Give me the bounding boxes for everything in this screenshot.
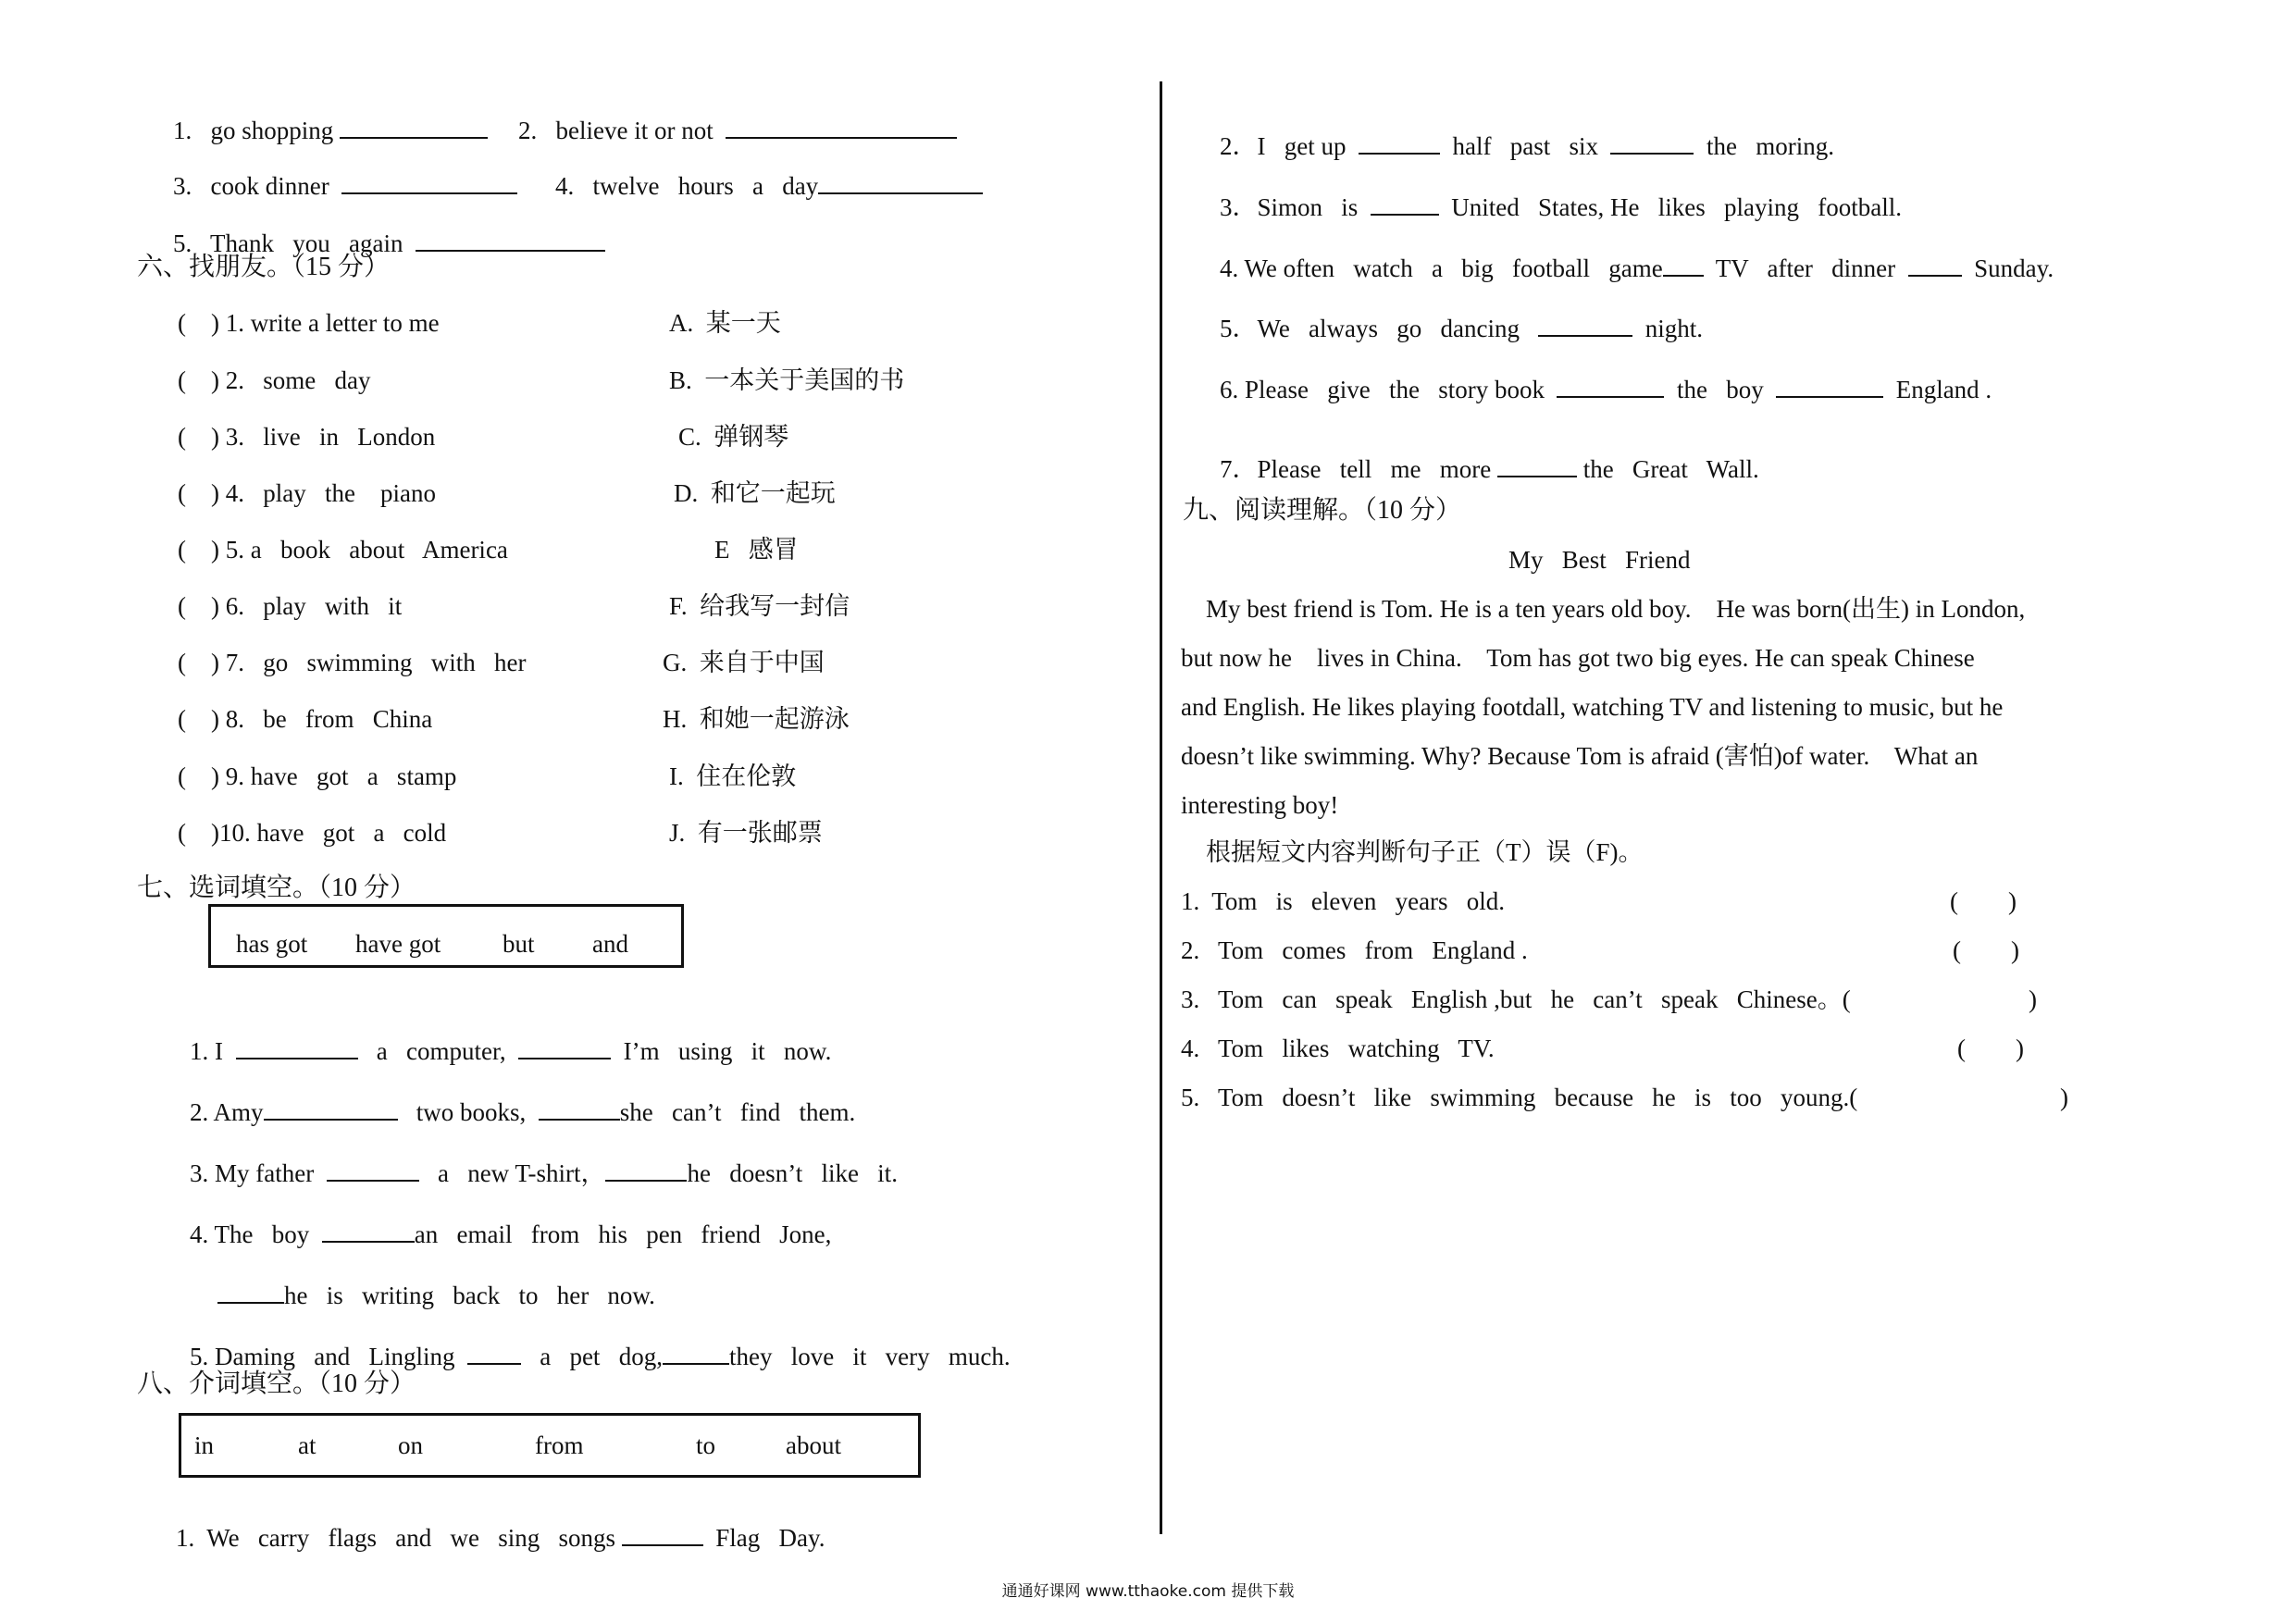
s8-question-6: 6. Please give the story book the boy England . (1220, 376, 1992, 403)
passage-line-3: and English. He likes playing footdall, watching TV and listening to music, but he (1181, 693, 2004, 721)
s7-question-4-cont: he is writing back to her now. (192, 1248, 655, 1343)
match-item-3: ( ) 3. live in London (178, 423, 436, 451)
prep-word-5: to (696, 1431, 716, 1459)
word-bank-2: have got (355, 930, 441, 958)
match-item-8: ( ) 8. be from China (178, 705, 433, 733)
tf-instruction: 根据短文内容判断句子正（T）误（F)。 (1181, 838, 1644, 866)
match-option-g: G. 来自于中国 (663, 649, 825, 676)
phrase-3: 3. cook dinner (148, 139, 517, 233)
s8-question-7: 7．Please tell me more the Great Wall. (1220, 455, 1759, 483)
match-item-4: ( ) 4. play the piano (178, 479, 436, 507)
passage-title: My Best Friend (1508, 546, 1691, 574)
s7-question-2: 2. Amy two books, she can’t find them. (190, 1098, 856, 1126)
tf-statement-5: 5. Tom doesn’t like swimming because he is too young.( (1181, 1084, 1858, 1111)
passage-line-2: but now he lives in China. Tom has got two big eyes. He can speak Chinese (1181, 644, 1975, 672)
s7-question-5: 5. Daming and Lingling a pet dog, they love it very much. (190, 1343, 1011, 1370)
s7-question-1: 1. I a computer, I’m using it now. (190, 1037, 832, 1065)
word-bank-1: has got (236, 930, 308, 958)
match-option-i: I. 住在伦敦 (669, 762, 797, 790)
footer-credit: 通通好课网 www.tthaoke.com 提供下载 (1001, 1582, 1295, 1601)
match-option-b: B. 一本关于美国的书 (669, 366, 905, 394)
match-option-d: D. 和它一起玩 (674, 479, 836, 507)
s8-question-5: 5．We always go dancing night. (1220, 315, 1704, 342)
prep-word-4: from (535, 1431, 584, 1459)
s8-question-4: 4. We often watch a big football game TV after dinner Sunday. (1220, 254, 2054, 282)
match-option-a: A. 某一天 (669, 309, 781, 337)
s8-question-1: 1. We carry flags and we sing songs Flag Day. (176, 1524, 825, 1552)
tf-bracket-4: ( ) (1957, 1035, 2024, 1062)
section9-title: 九、阅读理解。（10 分） (1183, 496, 1462, 525)
tf-bracket-5: ) (2010, 1084, 2068, 1111)
passage-line-1: My best friend is Tom. He is a ten years old boy. He was born(出生) in London, (1181, 595, 2026, 623)
match-option-f: F. 给我写一封信 (669, 592, 850, 620)
match-item-1: ( ) 1. write a letter to me (178, 309, 440, 337)
match-item-10: ( )10. have got a cold (178, 819, 447, 847)
passage-line-5: interesting boy! (1181, 791, 1339, 819)
match-item-5: ( ) 5. a book about America (178, 536, 508, 564)
match-item-7: ( ) 7. go swimming with her (178, 649, 527, 676)
prep-word-1: in (194, 1431, 215, 1459)
column-divider (1160, 81, 1162, 1534)
phrase-1: 1. go shopping (148, 83, 488, 178)
match-item-9: ( ) 9. have got a stamp (178, 762, 457, 790)
tf-bracket-3: ) (1979, 985, 2037, 1013)
match-option-j: J. 有一张邮票 (669, 819, 823, 847)
word-bank-4: and (592, 930, 628, 958)
s8-question-3: 3．Simon is United States, He likes playing football. (1220, 193, 1902, 221)
s7-question-4: 4. The boy an email from his pen friend Jone, (190, 1220, 832, 1248)
prep-word-2: at (298, 1431, 316, 1459)
s7-question-3: 3. My father a new T-shirt， he doesn’t like it. (190, 1159, 898, 1187)
match-option-e: E 感冒 (714, 536, 799, 564)
word-bank-3: but (503, 930, 535, 958)
match-option-h: H. 和她一起游泳 (663, 705, 850, 733)
tf-statement-4: 4. Tom likes watching TV. (1181, 1035, 1495, 1062)
passage-line-4: doesn’t like swimming. Why? Because Tom is afraid (害怕)of water. What an (1181, 742, 1979, 770)
section6-title: 六、找朋友。（15 分） (137, 253, 391, 281)
phrase-5: 5. Thank you again (148, 196, 605, 291)
match-item-2: ( ) 2. some day (178, 366, 371, 394)
tf-bracket-1: ( ) (1950, 887, 2017, 915)
match-item-6: ( ) 6. play with it (178, 592, 403, 620)
s8-question-2: 2．I get up half past six the moring. (1220, 132, 1834, 160)
tf-statement-2: 2. Tom comes from England . (1181, 936, 1528, 964)
phrase-2: 2. believe it or not (493, 83, 957, 178)
tf-bracket-2: ( ) (1953, 936, 2019, 964)
phrase-4: 4. twelve hours a day (530, 139, 983, 233)
match-option-c: C. 弹钢琴 (678, 423, 789, 451)
tf-statement-3: 3. Tom can speak English ,but he can’t speak Chinese。( (1181, 985, 1851, 1013)
tf-statement-1: 1. Tom is eleven years old. (1181, 887, 1506, 915)
prep-word-3: on (398, 1431, 423, 1459)
section8-title: 八、介词填空。（10 分） (137, 1369, 416, 1398)
prep-word-6: about (786, 1431, 841, 1459)
section7-title: 七、选词填空。（10 分） (137, 873, 416, 902)
